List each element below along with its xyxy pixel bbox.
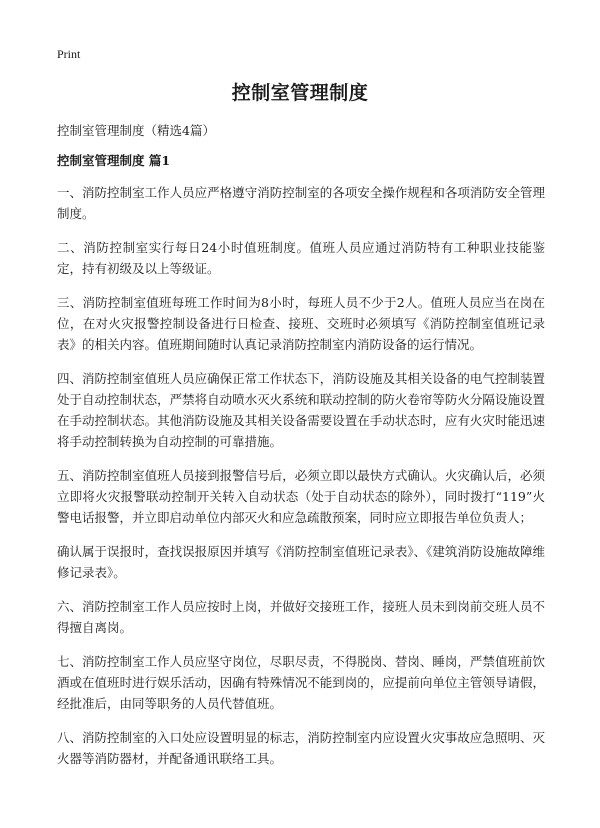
- paragraph-5: 五、消防控制室值班人员接到报警信号后，必须立即以最快方式确认。火灾确认后，必须立即将火灾报警联动控制开关转入自动状态（处于自动状态的除外），同时拨打“119”火警电话报警，并立即启动单位内部灭火和应急疏散预案，同时应立即报告单位负责人；: [57, 468, 545, 525]
- paragraph-3: 三、消防控制室值班每班工作时间为8小时，每班人员不少于2人。值班人员应当在岗在位，在对火灾报警控制设备进行日检查、接班、交班时必须填写《消防控制室值班记录表》的相关内容。值班期间随时认真记录消防控制室内消防设备的运行情况。: [57, 295, 545, 352]
- document-body: [57, 182, 545, 782]
- paragraph-8: 七、消防控制室工作人员应坚守岗位，尽职尽责，不得脱岗、替岗、睡岗，严禁值班前饮酒或在值班时进行娱乐活动，因确有特殊情况不能到岗的，应提前向单位主管领导请假，经批准后，由同等职务的人员代替值班。: [57, 654, 545, 711]
- paragraph-1: 一、消防控制室工作人员应严格遵守消防控制室的各项安全操作规程和各项消防安全管理制度。: [57, 185, 545, 221]
- paragraph-9: 八、消防控制室的入口处应设置明显的标志，消防控制室内应设置火灾事故应急照明、灭火器等消防器材，并配备通讯联络工具。: [57, 730, 545, 766]
- paragraph-2: 二、消防控制室实行每日24小时值班制度。值班人员应通过消防特有工种职业技能鉴定，持有初级及以上等级证。: [57, 240, 545, 276]
- print-label: Print: [57, 47, 81, 61]
- section-heading: 控制室管理制度 篇1: [57, 153, 171, 168]
- paragraph-4: 四、消防控制室值班人员应确保正常工作状态下，消防设施及其相关设备的电气控制装置处于自动控制状态，严禁将自动喷水灭火系统和联动控制的防火卷帘等防火分隔设施设置在手动控制状态。其他消防设施及其相关设备需要设置在手动状态时，应有火灾时能迅速将手动控制转换为自动控制的可靠措施。: [57, 371, 545, 449]
- paragraph-7: 六、消防控制室工作人员应按时上岗，并做好交接班工作，接班人员未到岗前交班人员不得擅自离岗。: [57, 599, 545, 635]
- paragraph-6: 确认属于误报时，查找误报原因并填写《消防控制室值班记录表》、《建筑消防设施故障维修记录表》。: [57, 544, 545, 580]
- page-title: 控制室管理制度: [231, 82, 369, 104]
- document-subtitle: 控制室管理制度（精选4篇）: [57, 123, 215, 138]
